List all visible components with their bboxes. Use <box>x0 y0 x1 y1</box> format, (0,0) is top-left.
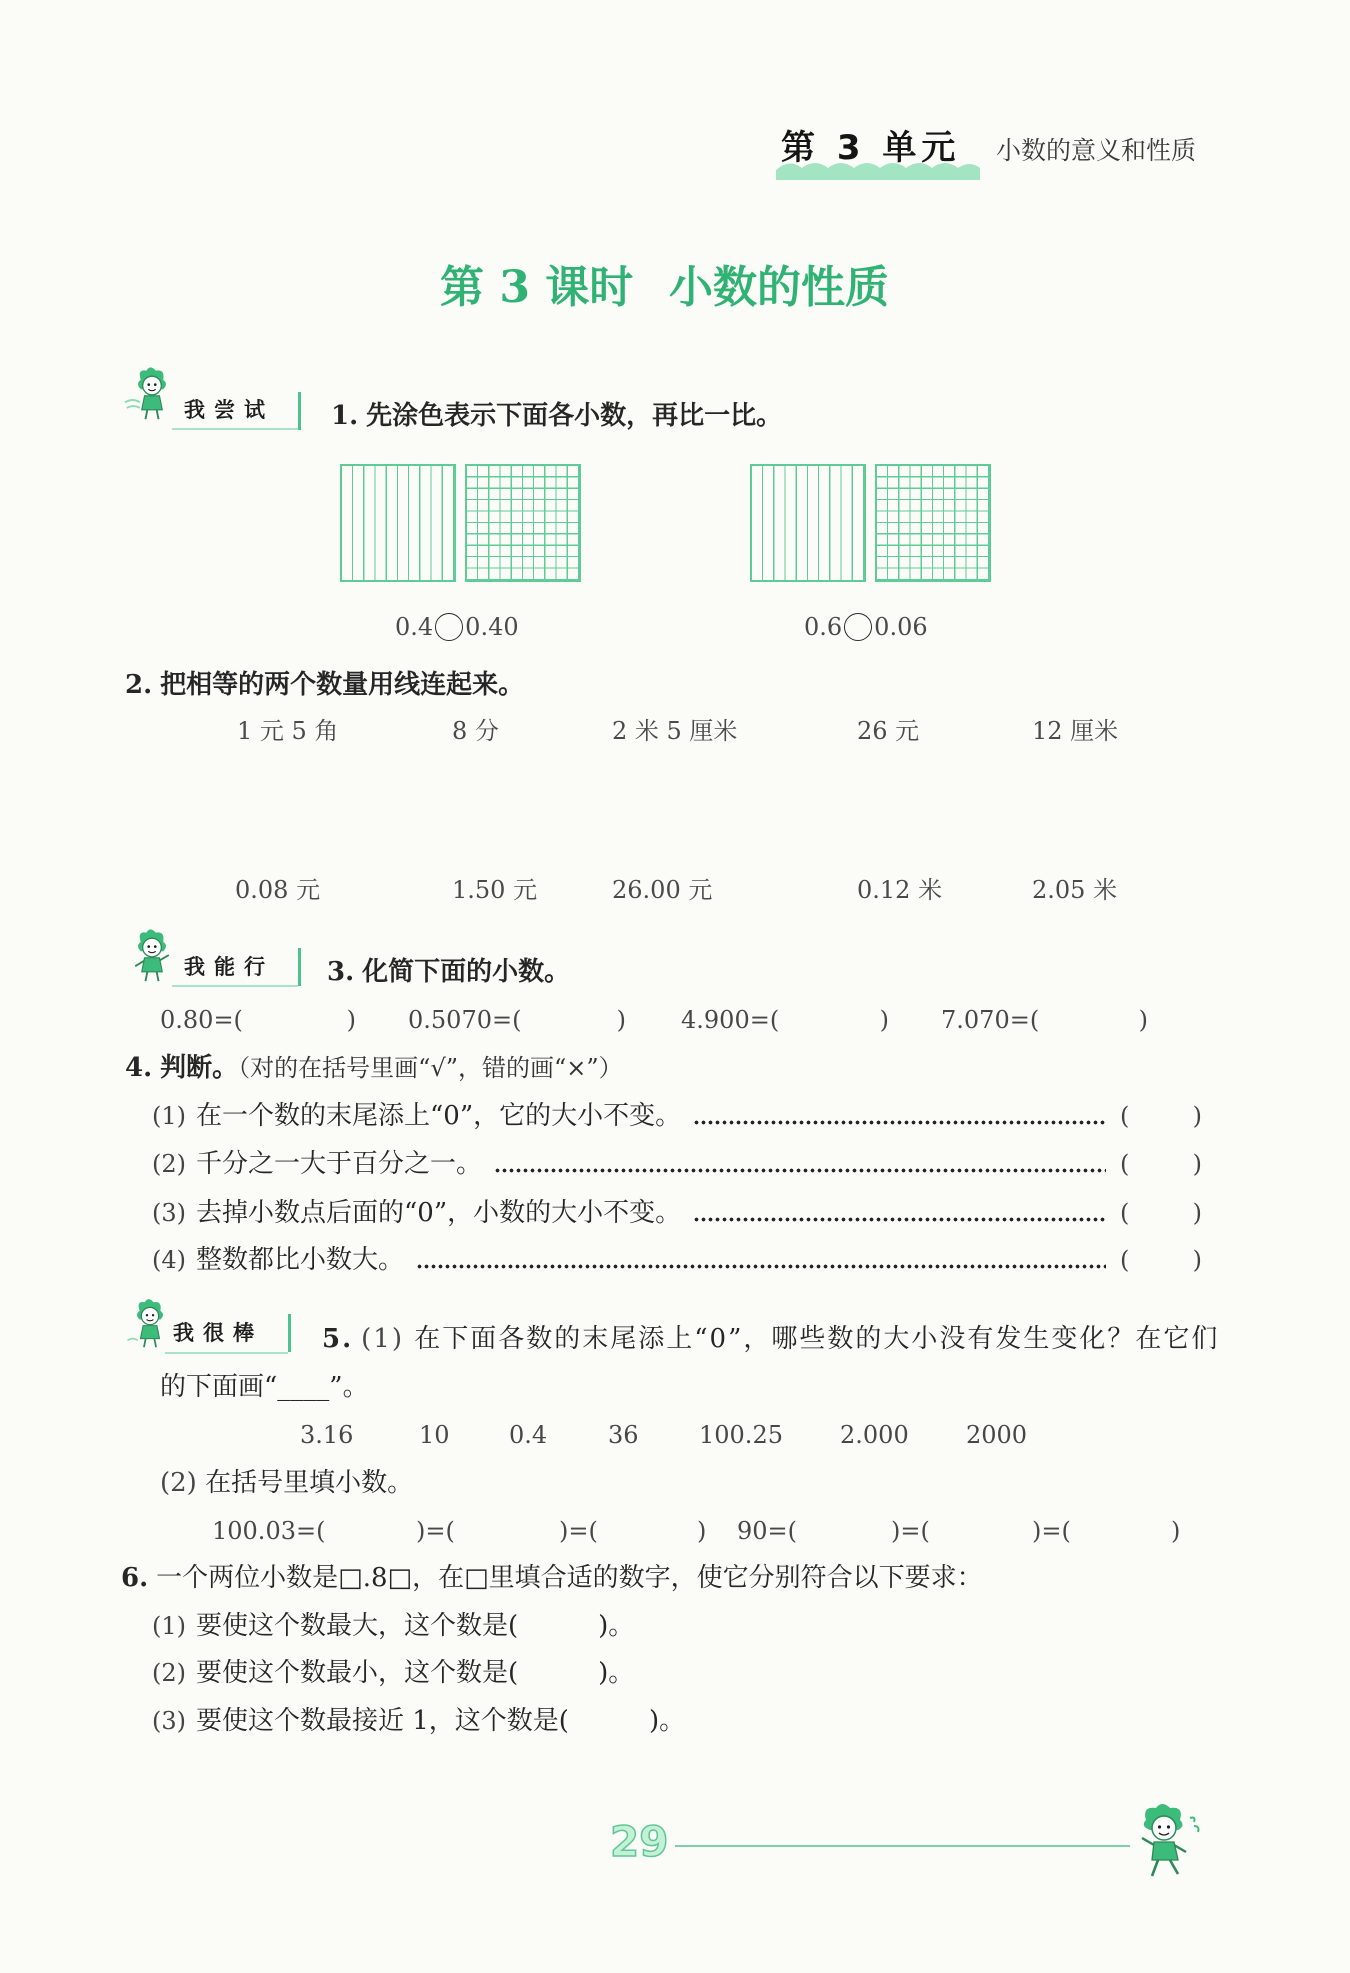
match-item-top: 26 元 <box>857 717 920 745</box>
simplify-expression: 0.80=( <box>160 1006 243 1034</box>
open-paren: ( <box>1120 1150 1130 1178</box>
girl-mascot-icon <box>124 362 180 424</box>
question-text: 化简下面的小数。 <box>362 957 571 987</box>
fill-in-item <box>152 1610 634 1642</box>
equation-chain-token: )=( <box>891 1517 930 1545</box>
badge-underline <box>172 985 298 987</box>
answer-parentheses <box>1120 1244 1202 1276</box>
compare-right-value: 0.06 <box>874 613 928 641</box>
closing-paren: ) <box>879 1006 889 1034</box>
item-label: (1) <box>152 1612 186 1640</box>
footer-rule <box>675 1845 1130 1847</box>
item-label: (2) <box>152 1150 186 1178</box>
page-number: 29 <box>610 1817 669 1866</box>
equation-chain-token: ) <box>1171 1517 1181 1545</box>
simplify-expression: 0.5070=( <box>408 1006 522 1034</box>
statement-text: 千分之一大于百分之一。 <box>196 1149 483 1179</box>
judgement-item <box>152 1148 1202 1180</box>
comparison-item <box>804 611 928 643</box>
equation-chain-token: )=( <box>1032 1517 1071 1545</box>
question-number: 6. <box>121 1563 149 1593</box>
match-item-top: 8 分 <box>452 717 499 745</box>
fill-in-item <box>152 1705 685 1737</box>
compare-circle-blank <box>435 613 463 641</box>
badge-underline <box>172 428 298 430</box>
judgement-item <box>152 1197 1202 1229</box>
answer-parentheses <box>1120 1148 1202 1180</box>
closing-paren: ) <box>1138 1006 1148 1034</box>
question-text: 判断。 <box>160 1053 239 1083</box>
simplify-item <box>160 1004 356 1036</box>
question-text: 把相等的两个数量用线连起来。 <box>160 670 525 700</box>
section-badge-great: 我很棒 <box>173 1321 263 1345</box>
dotted-leader <box>693 1100 1106 1132</box>
tenths-strip-grid <box>750 464 866 582</box>
lesson-topic: 小数的性质 <box>669 262 889 313</box>
item-label: (3) <box>152 1199 186 1227</box>
equation-chain-token: )=( <box>559 1517 598 1545</box>
number-item: 100.25 <box>699 1421 783 1449</box>
answer-parentheses <box>1120 1100 1202 1132</box>
closing-paren: )。 <box>598 1658 635 1688</box>
match-item-bottom: 2.05 米 <box>1032 876 1118 904</box>
part-label: (2) <box>160 1468 197 1498</box>
lesson-number: 第 3 课时 <box>440 262 634 313</box>
answer-blank <box>518 1657 598 1689</box>
badge-divider <box>298 948 301 986</box>
badge-divider <box>298 392 301 430</box>
compare-left-value: 0.6 <box>804 613 843 641</box>
question-instruction: （对的在括号里画“√”，错的画“×”） <box>238 1054 623 1082</box>
item-text: 要使这个数最大，这个数是( <box>196 1611 519 1641</box>
equation-chain-token: 100.03=( <box>212 1517 326 1545</box>
dotted-leader <box>693 1197 1106 1229</box>
number-item: 0.4 <box>509 1421 548 1449</box>
match-item-bottom: 26.00 元 <box>612 876 713 904</box>
section-badge-try: 我尝试 <box>184 398 274 422</box>
item-label: (3) <box>152 1707 186 1735</box>
closing-paren: ) <box>1192 1102 1202 1130</box>
judgement-item <box>152 1100 1202 1132</box>
equation-chain-token: )=( <box>416 1517 455 1545</box>
tenths-strip-grid <box>340 464 456 582</box>
dotted-leader <box>416 1244 1106 1276</box>
judgement-item <box>152 1244 1202 1276</box>
closing-paren: )。 <box>648 1706 686 1736</box>
question-number: 3. <box>327 957 355 987</box>
number-item: 2.000 <box>840 1421 909 1449</box>
item-text: 要使这个数最接近 1，这个数是( <box>196 1706 569 1736</box>
answer-blank <box>518 1610 598 1642</box>
closing-paren: ) <box>1192 1150 1202 1178</box>
simplify-expression: 4.900=( <box>681 1006 780 1034</box>
closing-paren: ) <box>1192 1199 1202 1227</box>
hundredths-square-grid <box>465 464 581 582</box>
dotted-leader <box>494 1148 1106 1180</box>
question-number: 2. <box>125 670 153 700</box>
question-1-prompt <box>331 400 782 432</box>
girl-mascot-icon <box>124 924 180 986</box>
compare-circle-blank <box>844 613 872 641</box>
number-item: 2000 <box>966 1421 1028 1449</box>
simplify-item <box>408 1004 626 1036</box>
match-item-bottom: 0.12 米 <box>857 876 943 904</box>
question-text: 在括号里填小数。 <box>205 1468 414 1498</box>
equation-chain-token: ) <box>697 1517 707 1545</box>
badge-divider <box>288 1314 291 1352</box>
section-badge-can: 我能行 <box>184 955 274 979</box>
question-5-part-2 <box>160 1467 413 1499</box>
statement-text: 去掉小数点后面的“0”，小数的大小不变。 <box>196 1198 682 1228</box>
number-item: 10 <box>419 1421 450 1449</box>
open-paren: ( <box>1120 1246 1130 1274</box>
equation-chain-token: 90=( <box>737 1517 798 1545</box>
question-number: 1. <box>331 401 359 431</box>
match-item-bottom: 1.50 元 <box>452 876 538 904</box>
closing-paren: ) <box>1192 1246 1202 1274</box>
simplify-item <box>941 1004 1148 1036</box>
fill-in-item <box>152 1657 634 1689</box>
item-label: (2) <box>152 1659 186 1687</box>
open-paren: ( <box>1120 1102 1130 1130</box>
girl-mascot-icon <box>124 1292 176 1354</box>
answer-parentheses <box>1120 1197 1202 1229</box>
compare-left-value: 0.4 <box>395 613 434 641</box>
question-text: 一个两位小数是□.8□，在□里填合适的数字，使它分别符合以下要求： <box>156 1563 983 1593</box>
closing-paren: ) <box>616 1006 626 1034</box>
question-text: 在下面各数的末尾添上“0”，哪些数的大小没有发生变化？在它们 <box>414 1324 1220 1354</box>
badge-underline <box>165 1352 288 1354</box>
item-label: (4) <box>152 1246 186 1274</box>
part-label: (1) <box>361 1324 404 1354</box>
unit-heading: 第 3 单元 <box>781 128 961 168</box>
open-paren: ( <box>1120 1199 1130 1227</box>
statement-text: 在一个数的末尾添上“0”，它的大小不变。 <box>196 1101 682 1131</box>
boy-mascot-icon <box>1128 1798 1204 1882</box>
question-number: 5. <box>322 1324 354 1354</box>
item-text: 要使这个数最小，这个数是( <box>196 1658 519 1688</box>
question-text: 先涂色表示下面各小数，再比一比。 <box>366 401 783 431</box>
closing-paren: )。 <box>598 1611 635 1641</box>
statement-text: 整数都比小数大。 <box>196 1245 405 1275</box>
number-item: 3.16 <box>300 1421 354 1449</box>
question-6-prompt <box>121 1562 983 1594</box>
question-3-prompt <box>327 956 570 988</box>
question-4-prompt <box>125 1052 623 1084</box>
match-item-top: 12 厘米 <box>1032 717 1119 745</box>
comparison-item <box>395 611 519 643</box>
match-item-top: 2 米 5 厘米 <box>612 717 738 745</box>
match-item-bottom: 0.08 元 <box>235 876 321 904</box>
question-number: 4. <box>125 1053 153 1083</box>
answer-blank <box>569 1705 649 1737</box>
unit-title: 小数的意义和性质 <box>996 136 1197 165</box>
hundredths-square-grid <box>875 464 991 582</box>
question-2-prompt <box>125 669 524 701</box>
closing-paren: ) <box>346 1006 356 1034</box>
simplify-expression: 7.070=( <box>941 1006 1040 1034</box>
question-5-part-1-line-1 <box>322 1323 1219 1355</box>
number-item: 36 <box>608 1421 639 1449</box>
compare-right-value: 0.40 <box>465 613 519 641</box>
simplify-item <box>681 1004 889 1036</box>
question-5-part-1-line-2: 的下面画“____”。 <box>160 1372 369 1402</box>
match-item-top: 1 元 5 角 <box>237 717 339 745</box>
item-label: (1) <box>152 1102 186 1130</box>
